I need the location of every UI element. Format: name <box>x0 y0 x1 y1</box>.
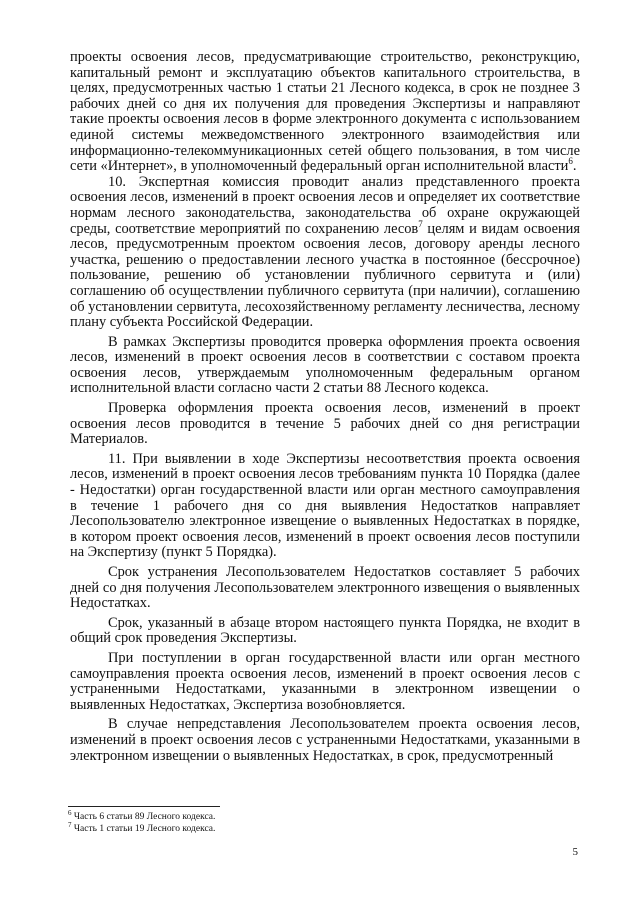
paragraph-text: . <box>572 158 577 175</box>
footnote-mark: 7 <box>68 820 72 829</box>
paragraph-4 <box>70 401 580 448</box>
paragraph-text: Проверка оформления проекта освоения лесов, изменений в проект освоения лесов проводится в течение 5 рабочих дней со дня регистрации Материалов. <box>70 400 580 448</box>
paragraph-6 <box>70 565 580 612</box>
footnote-ref-7[interactable]: 7 <box>418 218 423 229</box>
footnotes <box>68 808 568 835</box>
paragraph-text: Срок устранения Лесопользователем Недостатков составляет 5 рабочих дней со дня получения Лесопользователем электронного извещения о выявленных Недостатках. <box>70 564 580 612</box>
footnote-ref-6[interactable]: 6 <box>568 156 573 167</box>
paragraph-7 <box>70 616 580 647</box>
footnote-mark: 6 <box>68 808 72 817</box>
footnote-text: Часть 1 статьи 19 Лесного кодекса. <box>71 824 216 834</box>
paragraph-text: проекты освоения лесов, предусматривающие строительство, реконструкцию, капитальный ремонт и эксплуатацию объектов капитального строительства, в целях, предусмотренных частью 1 статьи 21 Лесного кодекса, в срок не позднее 3 рабочих дней со дня их получения для проведения Экспертизы и направляют такие проекты освоения лесов в форме электронного документа с использованием единой системы межведомственного электронного взаимодействия или информационно-телекоммуникационных сетей общего пользования, в том числе сети «Интернет», в уполномоченный федеральный орган исполнительной власти <box>70 49 580 175</box>
footnote-7 <box>68 820 568 835</box>
paragraph-1 <box>70 50 580 175</box>
paragraph-text: 10. Экспертная комиссия проводит анализ представленного проекта освоения лесов, изменений в проект освоения лесов и определяет их соответствие нормам лесного законодательства, законодательства об охране окружающей среды, соответствие мероприятий по сохранению лесов <box>70 173 580 237</box>
paragraph-8 <box>70 651 580 713</box>
paragraph-9 <box>70 717 580 764</box>
paragraph-text: В рамках Экспертизы проводится проверка оформления проекта освоения лесов, изменений в проект освоения лесов в соответствии с составом проекта освоения лесов, утверждаемым уполномоченным федеральным органом исполнительной власти согласно части 2 статьи 88 Лесного кодекса. <box>70 333 580 397</box>
footnote-text: Часть 6 статьи 89 Лесного кодекса. <box>71 812 216 822</box>
paragraph-2 <box>70 175 580 331</box>
paragraph-3 <box>70 335 580 397</box>
page-number: 5 <box>572 846 578 858</box>
footnote-6 <box>68 808 568 823</box>
paragraph-5 <box>70 452 580 561</box>
footnote-separator <box>68 806 220 807</box>
paragraph-text: Срок, указанный в абзаце втором настоящего пункта Порядка, не входит в общий срок проведения Экспертизы. <box>70 614 580 647</box>
paragraph-text: 11. При выявлении в ходе Экспертизы несоответствия проекта освоения лесов, изменений в проект освоения лесов требованиям пункта 10 Порядка (далее - Недостатки) орган государственной власти или орган местного самоуправления в течение 1 рабочего дня со дня выявления Недостатков направляет Лесопользователю электронное извещение о выявленных Недостатках в порядке, в котором проект освоения лесов, изменений в проект освоения лесов поступили на Экспертизу (пункт 5 Порядка). <box>70 450 580 561</box>
body-text <box>70 50 580 764</box>
paragraph-text: При поступлении в орган государственной власти или орган местного самоуправления проекта освоения лесов, изменений в проект освоения лесов с устраненными Недостатками, указанными в электронном извещении о выявленных Недостатках, Экспертиза возобновляется. <box>70 649 580 713</box>
paragraph-text: целям и видам освоения лесов, предусмотренным проектом освоения лесов, договору аренды лесного участка, решению о предоставлении лесного участка в постоянное (бессрочное) пользование, решению об установлении публичного сервитута и (или) соглашению об осуществлении публичного сервитута (при наличии), соглашению об установлении сервитута, лесохозяйственному регламенту лесничества, лесному плану субъекта Российской Федерации. <box>70 220 580 331</box>
paragraph-text: В случае непредставления Лесопользователем проекта освоения лесов, изменений в проект освоения лесов с устраненными Недостатками, указанными в электронном извещении о выявленных Недостатках, в срок, предусмотренный <box>70 716 580 764</box>
